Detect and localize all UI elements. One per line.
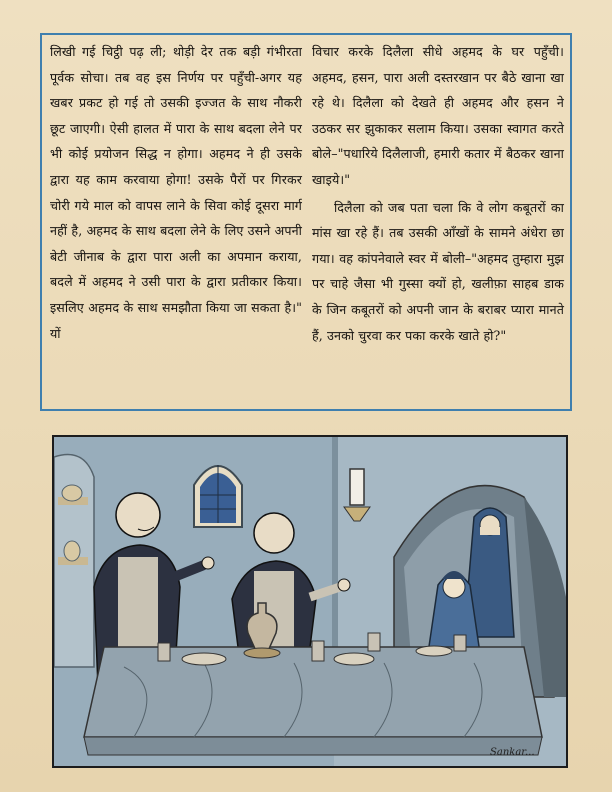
- story-illustration: [52, 435, 568, 768]
- right-paragraph-1: विचार करके दिलैला सीधे अहमद के घर पहुँची। अहमद, हसन, पारा अली दस्तरखान पर बैठे खाना खा रहे थे। दिलैला को देखते ही अहमद और हसन ने उठकर सर झुकाकर सलाम किया। उसका स्वागत करते बोले–"पधारिये दिलैलाजी, हमारी कतार में बैठकर खाना खाइये।": [312, 44, 564, 187]
- dining-scene-drawing: [54, 437, 566, 766]
- left-paragraph: लिखी गई चिट्ठी पढ़ ली; थोड़ी देर तक बड़ी गंभीरता पूर्वक सोचा। तब वह इस निर्णय पर पहुँची-अगर यह खबर प्रकट हो गई तो उसकी इज्जत के साथ नौकरी छूट जाएगी। ऐसी हालत में पारा के साथ बदला लेने पर भी कोई प्रयोजन सिद्ध न होगा। अहमद ने ही उसके द्वारा यह काम करवाया होगा! उसके पैरों पर गिरकर चोरी गये माल को वापस लाने के सिवा कोई दूसरा मार्ग नहीं है, अहमद के साथ बदला लेने के लिए उसने अपनी बेटी जीनाब के द्वारा पारा अली का अपमान कराया, बदले में अहमद ने उसी पारा के द्वारा प्रतीकार किया। इसलिए अहमद के साथ समझौता किया जा सकता है।" यों: [50, 44, 302, 341]
- left-text-column: [50, 39, 302, 409]
- story-text-box: [40, 33, 572, 411]
- right-text-column: [312, 39, 564, 409]
- arched-window: [194, 465, 242, 527]
- right-paragraph-2: दिलैला को जब पता चला कि वे लोग कबूतरों का मांस खा रहे हैं। तब उसकी आँखों के सामने अंधेरा छा गया। वह कांपनेवाले स्वर में बोली–"अहमद तुम्हारा मुझ पर चाहे जैसा भी गुस्सा क्यों हो, खलीफ़ा साहब डाक के जिन कबूतरों को अपनी जान के बराबर प्यारा मानते हैं, उनको चुरवा कर पका करके खाते हो?": [312, 199, 564, 343]
- artist-signature: Sankar...: [490, 747, 535, 758]
